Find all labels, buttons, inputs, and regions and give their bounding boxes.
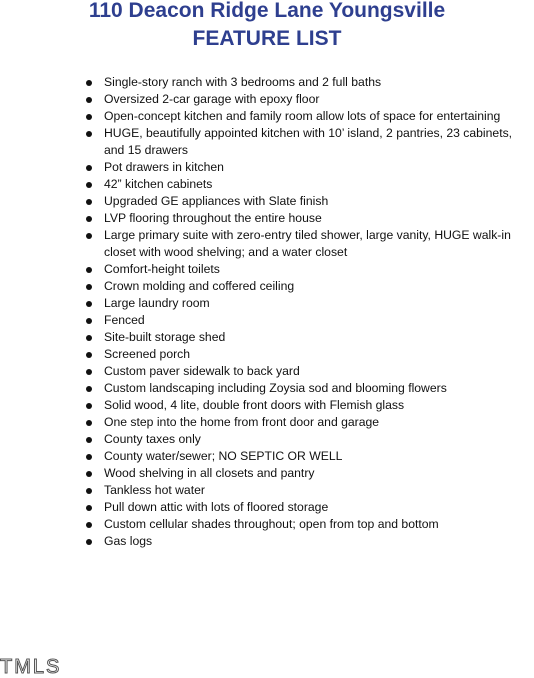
list-item (84, 91, 534, 108)
bullet-icon (86, 267, 92, 273)
list-item (84, 499, 534, 516)
list-item (84, 414, 534, 431)
bullet-icon (86, 165, 92, 171)
list-item (84, 448, 534, 465)
bullet-icon (86, 352, 92, 358)
list-item (84, 227, 534, 261)
bullet-icon (86, 182, 92, 188)
bullet-icon (86, 80, 92, 86)
feature-text: Oversized 2-car garage with epoxy floor (104, 92, 320, 106)
feature-text: Pot drawers in kitchen (104, 160, 224, 174)
bullet-icon (86, 369, 92, 375)
feature-text: 42” kitchen cabinets (104, 177, 213, 191)
bullet-icon (86, 318, 92, 324)
property-address: 110 Deacon Ridge Lane Youngsville (88, 0, 446, 22)
mls-watermark-logo: TMLS (0, 656, 62, 678)
feature-text: Single-story ranch with 3 bedrooms and 2 full baths (104, 75, 382, 89)
feature-text: Tankless hot water (104, 483, 205, 497)
bullet-icon (86, 97, 92, 103)
feature-text: Custom paver sidewalk to back yard (104, 364, 300, 378)
bullet-icon (86, 301, 92, 307)
bullet-icon (86, 454, 92, 460)
list-item (84, 261, 534, 278)
bullet-icon (86, 284, 92, 290)
list-item (84, 74, 534, 91)
bullet-icon (86, 522, 92, 528)
feature-text: Open-concept kitchen and family room allow lots of space for entertaining (104, 109, 501, 123)
bullet-icon (86, 471, 92, 477)
list-item (84, 516, 534, 533)
list-item (84, 380, 534, 397)
feature-text: County taxes only (104, 432, 201, 446)
bullet-icon (86, 199, 92, 205)
feature-list-heading: FEATURE LIST (192, 27, 342, 50)
feature-text: Large primary suite with zero-entry tiled shower, large vanity, HUGE walk-in closet with wood shelving; and a water closet (104, 228, 511, 259)
list-item (84, 295, 534, 312)
feature-text: Custom landscaping including Zoysia sod and blooming flowers (104, 381, 447, 395)
list-item (84, 397, 534, 414)
feature-text: Solid wood, 4 lite, double front doors with Flemish glass (104, 398, 405, 412)
bullet-icon (86, 233, 92, 239)
bullet-icon (86, 403, 92, 409)
feature-text: LVP flooring throughout the entire house (104, 211, 322, 225)
feature-text: Screened porch (104, 347, 191, 361)
feature-text: HUGE, beautifully appointed kitchen with 10’ island, 2 pantries, 23 cabinets, and 15 drawers (104, 126, 513, 157)
feature-text: Large laundry room (104, 296, 210, 310)
bullet-icon (86, 420, 92, 426)
feature-text: One step into the home from front door and garage (104, 415, 380, 429)
feature-text: Wood shelving in all closets and pantry (104, 466, 315, 480)
list-item (84, 210, 534, 227)
feature-text: Custom cellular shades throughout; open from top and bottom (104, 517, 439, 531)
list-item (84, 312, 534, 329)
feature-text: Upgraded GE appliances with Slate finish (104, 194, 329, 208)
list-item (84, 482, 534, 499)
list-item (84, 159, 534, 176)
list-item (84, 465, 534, 482)
page-title (0, 0, 534, 53)
feature-text: Fenced (104, 313, 145, 327)
bullet-icon (86, 488, 92, 494)
feature-text: Crown molding and coffered ceiling (104, 279, 295, 293)
bullet-icon (86, 437, 92, 443)
list-item (84, 278, 534, 295)
list-item (84, 125, 534, 159)
list-item (84, 431, 534, 448)
list-item (84, 176, 534, 193)
list-item (84, 363, 534, 380)
bullet-icon (86, 216, 92, 222)
bullet-icon (86, 386, 92, 392)
feature-list (84, 74, 534, 550)
feature-text: Pull down attic with lots of floored storage (104, 500, 329, 514)
feature-text: Gas logs (104, 534, 153, 548)
feature-text: Site-built storage shed (104, 330, 226, 344)
list-item (84, 108, 534, 125)
list-item (84, 533, 534, 550)
list-item (84, 346, 534, 363)
bullet-icon (86, 335, 92, 341)
bullet-icon (86, 114, 92, 120)
list-item (84, 193, 534, 210)
list-item (84, 329, 534, 346)
bullet-icon (86, 539, 92, 545)
feature-text: Comfort-height toilets (104, 262, 220, 276)
bullet-icon (86, 505, 92, 511)
bullet-icon (86, 131, 92, 137)
feature-text: County water/sewer; NO SEPTIC OR WELL (104, 449, 343, 463)
